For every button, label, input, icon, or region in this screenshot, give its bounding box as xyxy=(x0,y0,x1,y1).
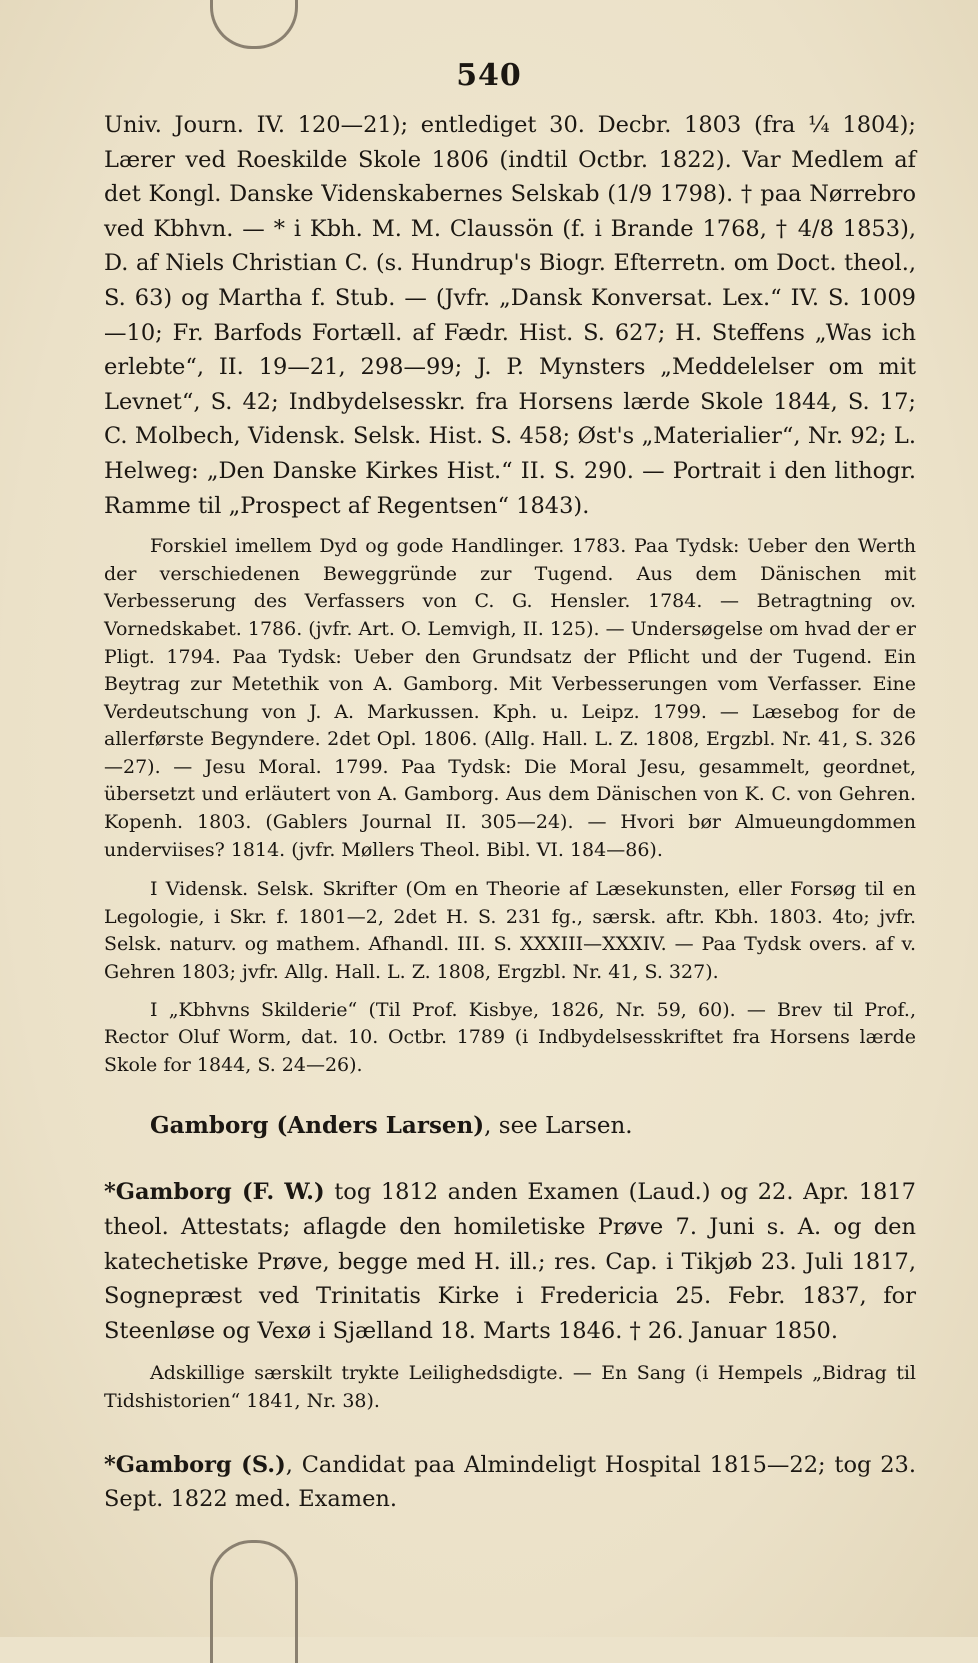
entry-gamborg-fw-works: Adskillige særskilt trykte Leilighedsdigte. — En Sang (i Hempels „Bidrag til Tidshistorien“ 1841, Nr. 38). xyxy=(104,1362,916,1412)
entry-cross-reference: , see Larsen. xyxy=(484,1113,633,1140)
scanner-clip-top xyxy=(210,0,298,49)
entry-body: , Candidat paa Almindeligt Hospital 1815—22; tog 23. Sept. 1822 med. Examen. xyxy=(104,1451,916,1513)
entry-heading: *Gamborg (S.) xyxy=(104,1451,286,1478)
works-list-1: Forskiel imellem Dyd og gode Handlinger. 1783. Paa Tydsk: Ueber den Werth der verschiedenen Beweggründe zur Tugend. Aus dem Dänischen mit Verbesserung des Verfassers von C. G. Hensler. 1784. — Betragtning ov. Vornedskabet. 1786. (jvfr. Art. O. Lemvigh, II. 125). — Undersøgelse om hvad der er Pligt. 1794. Paa Tydsk: Ueber den Grundsatz der Pflicht und der Tugend. Ein Beytrag zur Metethik von A. Gamborg. Mit Verbesserungen vom Verfasser. Eine Verdeutschung von J. A. Markussen. Kph. u. Leipz. 1799. — Læsebog for de allerførste Begyndere. 2det Opl. 1806. (Allg. Hall. L. Z. 1808, Ergzbl. Nr. 41, S. 326—27). — Jesu Moral. 1799. Paa Tydsk: Die Moral Jesu, gesammelt, geordnet, übersetzt und erläutert von A. Gamborg. Aus dem Dänischen von K. C. von Gehren. Kopenh. 1803. (Gablers Journal II. 305—24). — Hvori bør Almueungdommen underviises? 1814. (jvfr. Møllers Theol. Bibl. VI. 184—86). xyxy=(104,535,916,861)
continued-entry-text: Univ. Journ. IV. 120—21); entlediget 30. Decbr. 1803 (fra ¼ 1804); Lærer ved Roeskilde Skole 1806 (indtil Octbr. 1822). Var Medlem af det Kongl. Danske Videnskabernes Selskab (1/9 1798). † paa Nørrebro ved Kbhvn. — * i Kbh. M. M. Claussön (f. i Brande 1768, † 4/8 1853), D. af Niels Christian C. (s. Hundrup's Biogr. Efterretn. om Doct. theol., S. 63) og Martha f. Stub. — (Jvfr. „Dansk Konversat. Lex.“ IV. S. 1009 —10; Fr. Barfods Fortæll. af Fædr. Hist. S. 627; H. Steffens „Was ich erlebte“, II. 19—21, 298—99; J. P. Mynsters „Meddelelser om mit Levnet“, S. 42; Indbydelsesskr. fra Horsens lærde Skole 1844, S. 17; C. Molbech, Vidensk. Selsk. Hist. S. 458; Øst's „Materialier“, Nr. 92; L. Helweg: „Den Danske Kirkes Hist.“ II. S. 290. — Portrait i den lithogr. Ramme til „Prospect af Regentsen“ 1843). xyxy=(104,112,916,519)
entry-heading: *Gamborg (F. W.) xyxy=(104,1179,325,1206)
entry-gamborg-fw xyxy=(104,1175,916,1348)
entry-gamborg-anders xyxy=(104,1109,916,1143)
page-content xyxy=(104,108,916,1517)
entry-heading: Gamborg (Anders Larsen) xyxy=(150,1112,485,1140)
works-list-2: I Vidensk. Selsk. Skrifter (Om en Theorie af Læsekunsten, eller Forsøg til en Legologie, i Skr. f. 1801—2, 2det H. S. 231 fg., særsk. aftr. Kbh. 1803. 4to; jvfr. Selsk. naturv. og mathem. Afhandl. III. S. XXXIII—XXXIV. — Paa Tydsk overs. af v. Gehren 1803; jvfr. Allg. Hall. L. Z. 1808, Ergzbl. Nr. 41, S. 327). xyxy=(104,878,916,984)
entry-gamborg-s xyxy=(104,1448,916,1517)
works-list-3: I „Kbhvns Skilderie“ (Til Prof. Kisbye, 1826, Nr. 59, 60). — Brev til Prof., Rector Oluf Worm, dat. 10. Octbr. 1789 (i Indbydelsesskriftet fra Horsens lærde Skole for 1844, S. 24—26). xyxy=(104,998,916,1076)
page-number: 540 xyxy=(456,58,522,93)
entry-body: tog 1812 anden Examen (Laud.) og 22. Apr. 1817 theol. Attestats; aflagde den homiletiske Prøve 7. Juni s. A. og den katechetiske Prøve, begge med H. ill.; res. Cap. i Tikjøb 23. Juli 1817, Sognepræst ved Trinitatis Kirke i Fredericia 25. Febr. 1837, for Steenløse og Vexø i Sjælland 18. Marts 1846. † 26. Januar 1850. xyxy=(104,1179,917,1344)
scanner-clip-bottom xyxy=(210,1540,298,1663)
